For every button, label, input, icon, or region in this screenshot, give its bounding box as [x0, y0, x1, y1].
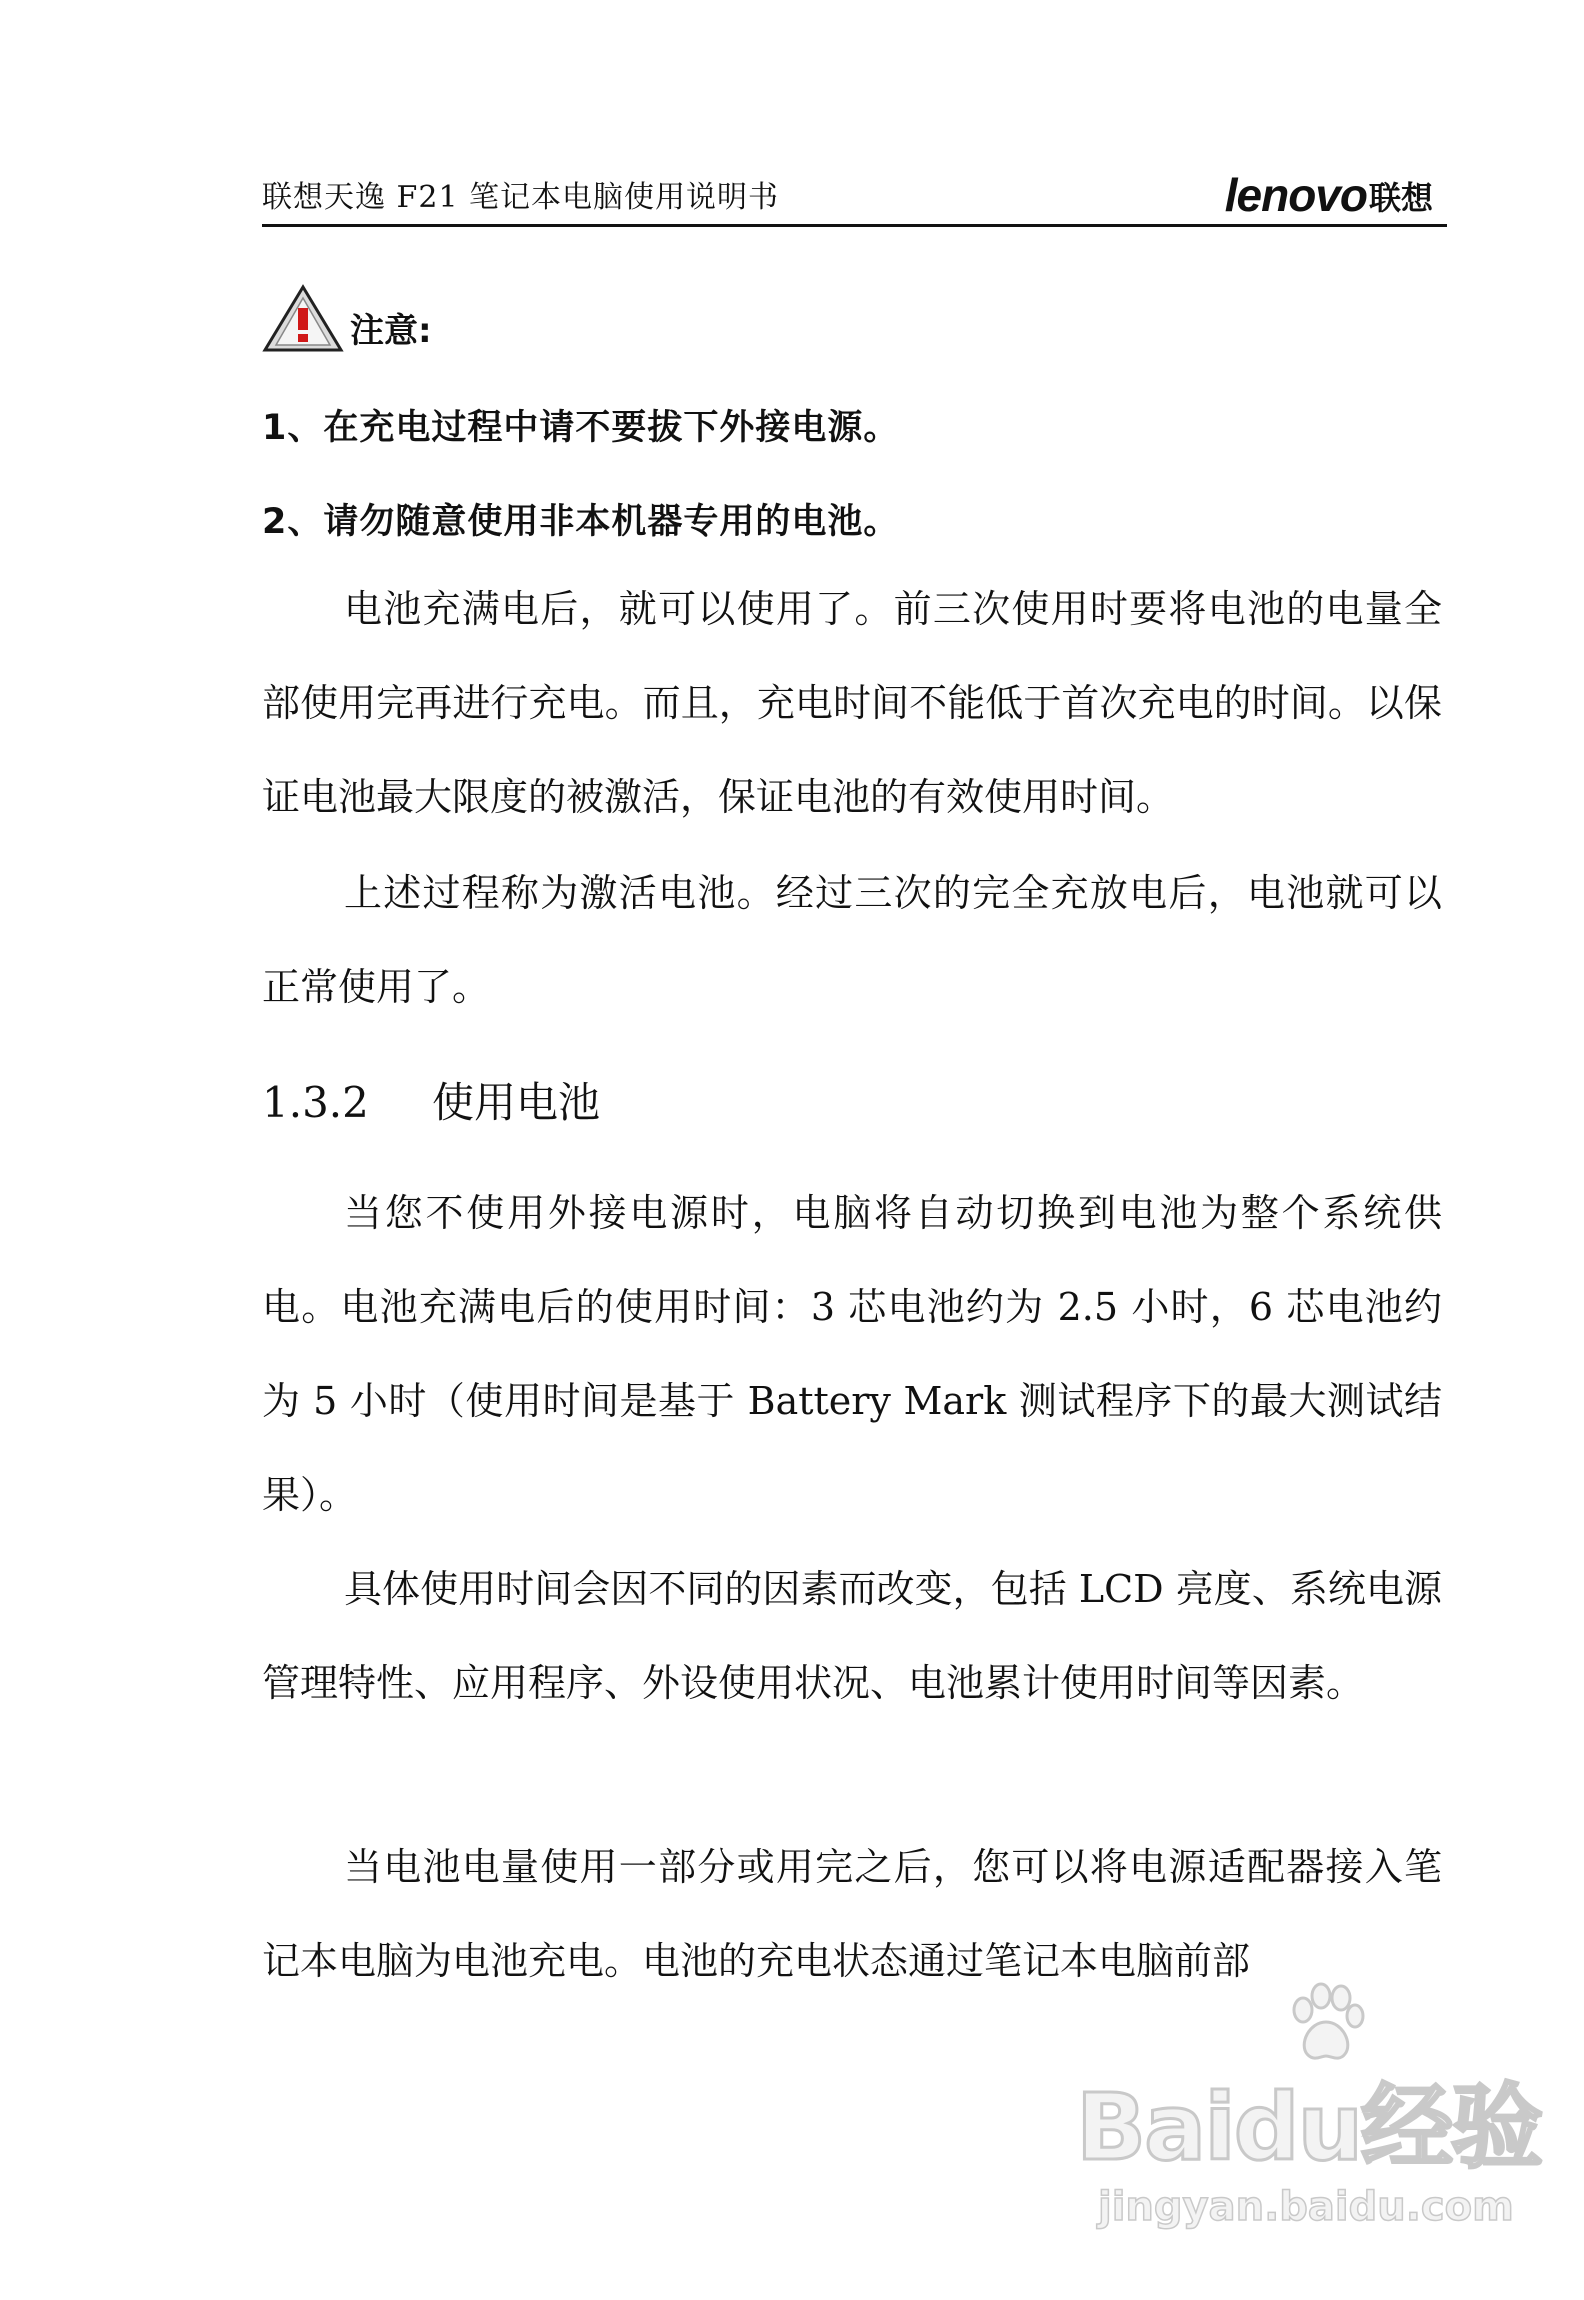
body-paragraph: 上述过程称为激活电池。经过三次的完全充放电后，电池就可以正常使用了。: [262, 871, 1442, 1009]
section-title: 使用电池: [432, 1078, 601, 1127]
logo-wordmark: lenovo: [1224, 169, 1367, 221]
lenovo-logo: [1224, 166, 1433, 221]
body-paragraph: 电池充满电后，就可以使用了。前三次使用时要将电池的电量全部使用完再进行充电。而且，充电时间不能低于首次充电的时间。以保证电池最大限度的被激活，保证电池的有效使用时间。: [262, 587, 1442, 819]
section-number: 1.3.2: [262, 1078, 369, 1127]
baidu-watermark: [1076, 1972, 1542, 2272]
document-title: 联想天逸 F21 笔记本电脑使用说明书: [262, 180, 780, 215]
notice-item: 2、请勿随意使用非本机器专用的电池。: [262, 502, 900, 542]
notice-heading: [262, 282, 432, 354]
logo-chinese: 联想: [1368, 180, 1433, 216]
notice-title: 注意:: [350, 311, 432, 351]
page-header: [262, 160, 1447, 227]
body-paragraph: 当您不使用外接电源时，电脑将自动切换到电池为整个系统供电。电池充满电后的使用时间：3 芯电池约为 2.5 小时，6 芯电池约为 5 小时（使用时间是基于 Battery Mark 测试程序下的最大测试结果）。: [262, 1191, 1442, 1517]
watermark-brand: Baidu经验: [1076, 2074, 1542, 2181]
body-paragraph: 具体使用时间会因不同的因素而改变，包括 LCD 亮度、系统电源管理特性、应用程序、外设使用状况、电池累计使用时间等因素。: [262, 1567, 1442, 1705]
body-paragraph: 当电池电量使用一部分或用完之后，您可以将电源适配器接入笔记本电脑为电池充电。电池的充电状态通过笔记本电脑前部: [262, 1845, 1442, 1983]
notice-item: 1、在充电过程中请不要拔下外接电源。: [262, 408, 900, 448]
section-heading: [262, 1070, 600, 1130]
warning-triangle-icon: [262, 284, 344, 354]
watermark-url: jingyan.baidu.com: [1098, 2184, 1514, 2230]
